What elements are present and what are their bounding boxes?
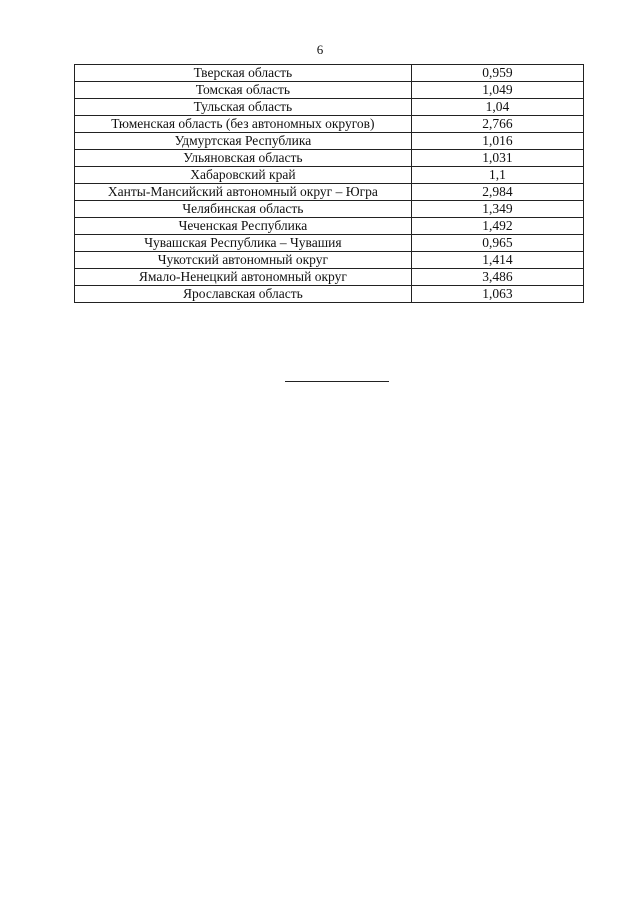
coefficient-value: 1,016: [411, 133, 583, 150]
coefficient-value: 2,984: [411, 184, 583, 201]
coefficient-value: 1,1: [411, 167, 583, 184]
coefficient-value: 1,349: [411, 201, 583, 218]
coefficient-value: 3,486: [411, 269, 583, 286]
table-row: [75, 184, 584, 201]
table-row: [75, 167, 584, 184]
table-row: [75, 235, 584, 252]
region-name: Тульская область: [75, 99, 412, 116]
table-row: [75, 133, 584, 150]
coefficient-value: 1,492: [411, 218, 583, 235]
end-of-document-rule: [285, 381, 389, 382]
table-row: [75, 116, 584, 133]
table-row: [75, 286, 584, 303]
table-row: [75, 150, 584, 167]
coefficient-value: 1,031: [411, 150, 583, 167]
coefficient-value: 1,04: [411, 99, 583, 116]
region-name: Хабаровский край: [75, 167, 412, 184]
region-name: Удмуртская Республика: [75, 133, 412, 150]
coefficient-table: [74, 64, 584, 303]
coefficient-value: 0,959: [411, 65, 583, 82]
coefficient-value: 1,063: [411, 286, 583, 303]
coefficient-value: 1,049: [411, 82, 583, 99]
region-name: Чеченская Республика: [75, 218, 412, 235]
table-row: [75, 82, 584, 99]
coefficient-value: 2,766: [411, 116, 583, 133]
region-name: Ярославская область: [75, 286, 412, 303]
region-name: Ханты-Мансийский автономный округ – Югра: [75, 184, 412, 201]
region-name: Ямало-Ненецкий автономный округ: [75, 269, 412, 286]
region-name: Чувашская Республика – Чувашия: [75, 235, 412, 252]
table-row: [75, 269, 584, 286]
page-number: 6: [316, 42, 324, 57]
table-row: [75, 201, 584, 218]
region-name: Ульяновская область: [75, 150, 412, 167]
region-name: Челябинская область: [75, 201, 412, 218]
region-name: Тюменская область (без автономных округов): [75, 116, 412, 133]
region-name: Чукотский автономный округ: [75, 252, 412, 269]
region-name: Тверская область: [75, 65, 412, 82]
coefficient-value: 0,965: [411, 235, 583, 252]
coefficient-value: 1,414: [411, 252, 583, 269]
table-row: [75, 65, 584, 82]
table-row: [75, 99, 584, 116]
table-row: [75, 218, 584, 235]
region-name: Томская область: [75, 82, 412, 99]
table-row: [75, 252, 584, 269]
